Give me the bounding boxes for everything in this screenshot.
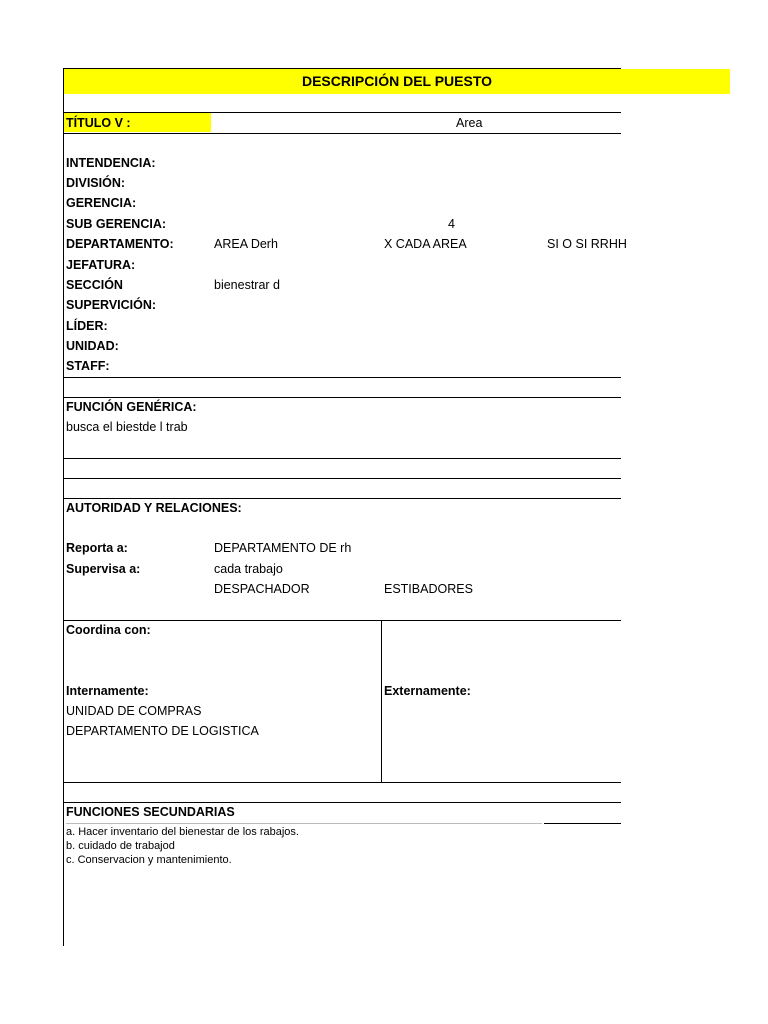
autoridad-top-line <box>63 498 621 499</box>
funcion-top-line <box>63 397 621 398</box>
coordina-bottom-line <box>63 782 621 783</box>
secundarias-underline <box>66 823 542 824</box>
org-bottom-line <box>63 377 621 378</box>
seccion-label: SECCIÓN <box>66 278 123 292</box>
autoridad-label: AUTORIDAD Y RELACIONES: <box>66 501 242 515</box>
reporta-value: DEPARTAMENTO DE rh <box>214 541 352 555</box>
division-label: DIVISIÓN: <box>66 176 126 190</box>
supervisa-item-2: ESTIBADORES <box>384 582 473 596</box>
funcion-secundaria-a: a. Hacer inventario del bienestar de los rabajos. <box>66 826 299 838</box>
supervisa-label: Supervisa a: <box>66 562 141 576</box>
supervisa-value: cada trabajo <box>214 562 283 576</box>
departamento-value-2: X CADA AREA <box>384 237 467 251</box>
sub-gerencia-label: SUB GERENCIA: <box>66 217 167 231</box>
secundarias-top-line <box>63 802 621 803</box>
secundarias-right-underline <box>544 823 621 824</box>
gerencia-label: GERENCIA: <box>66 196 137 210</box>
supervicion-label: SUPERVICIÓN: <box>66 298 157 312</box>
coordina-divider <box>381 620 382 782</box>
coordina-top-line <box>63 620 621 621</box>
funcion-generica-label: FUNCIÓN GENÉRICA: <box>66 400 197 414</box>
reporta-label: Reporta a: <box>66 541 128 555</box>
departamento-label: DEPARTAMENTO: <box>66 237 174 251</box>
title-value: Area <box>456 116 483 130</box>
coordina-label: Coordina con: <box>66 623 151 637</box>
supervisa-item-1: DESPACHADOR <box>214 582 310 596</box>
lider-label: LÍDER: <box>66 319 108 333</box>
departamento-value: AREA Derh <box>214 237 278 251</box>
staff-label: STAFF: <box>66 359 110 373</box>
internamente-label: Internamente: <box>66 684 149 698</box>
left-border <box>63 68 64 946</box>
internamente-item-2: DEPARTAMENTO DE LOGISTICA <box>66 724 259 738</box>
unidad-label: UNIDAD: <box>66 339 119 353</box>
title-row-bottom <box>63 133 621 134</box>
funcion-secundaria-b: b. cuidado de trabajod <box>66 840 175 852</box>
funcion-secundaria-c: c. Conservacion y mantenimiento. <box>66 854 232 866</box>
intendencia-label: INTENDENCIA: <box>66 156 156 170</box>
funcion-generica-text: busca el biestde l trab <box>66 420 188 434</box>
funcion-line-1 <box>63 458 621 459</box>
internamente-item-1: UNIDAD DE COMPRAS <box>66 704 202 718</box>
jefatura-label: JEFATURA: <box>66 258 136 272</box>
funciones-secundarias-label: FUNCIONES SECUNDARIAS <box>66 805 235 819</box>
externamente-label: Externamente: <box>384 684 471 698</box>
page-title: DESCRIPCIÓN DEL PUESTO <box>301 73 493 89</box>
title-label: TÍTULO V : <box>66 116 131 130</box>
sub-gerencia-value: 4 <box>448 217 455 231</box>
funcion-line-2 <box>63 478 621 479</box>
departamento-value-3: SI O SI RRHH <box>547 237 627 251</box>
seccion-value: bienestrar d <box>214 278 281 292</box>
